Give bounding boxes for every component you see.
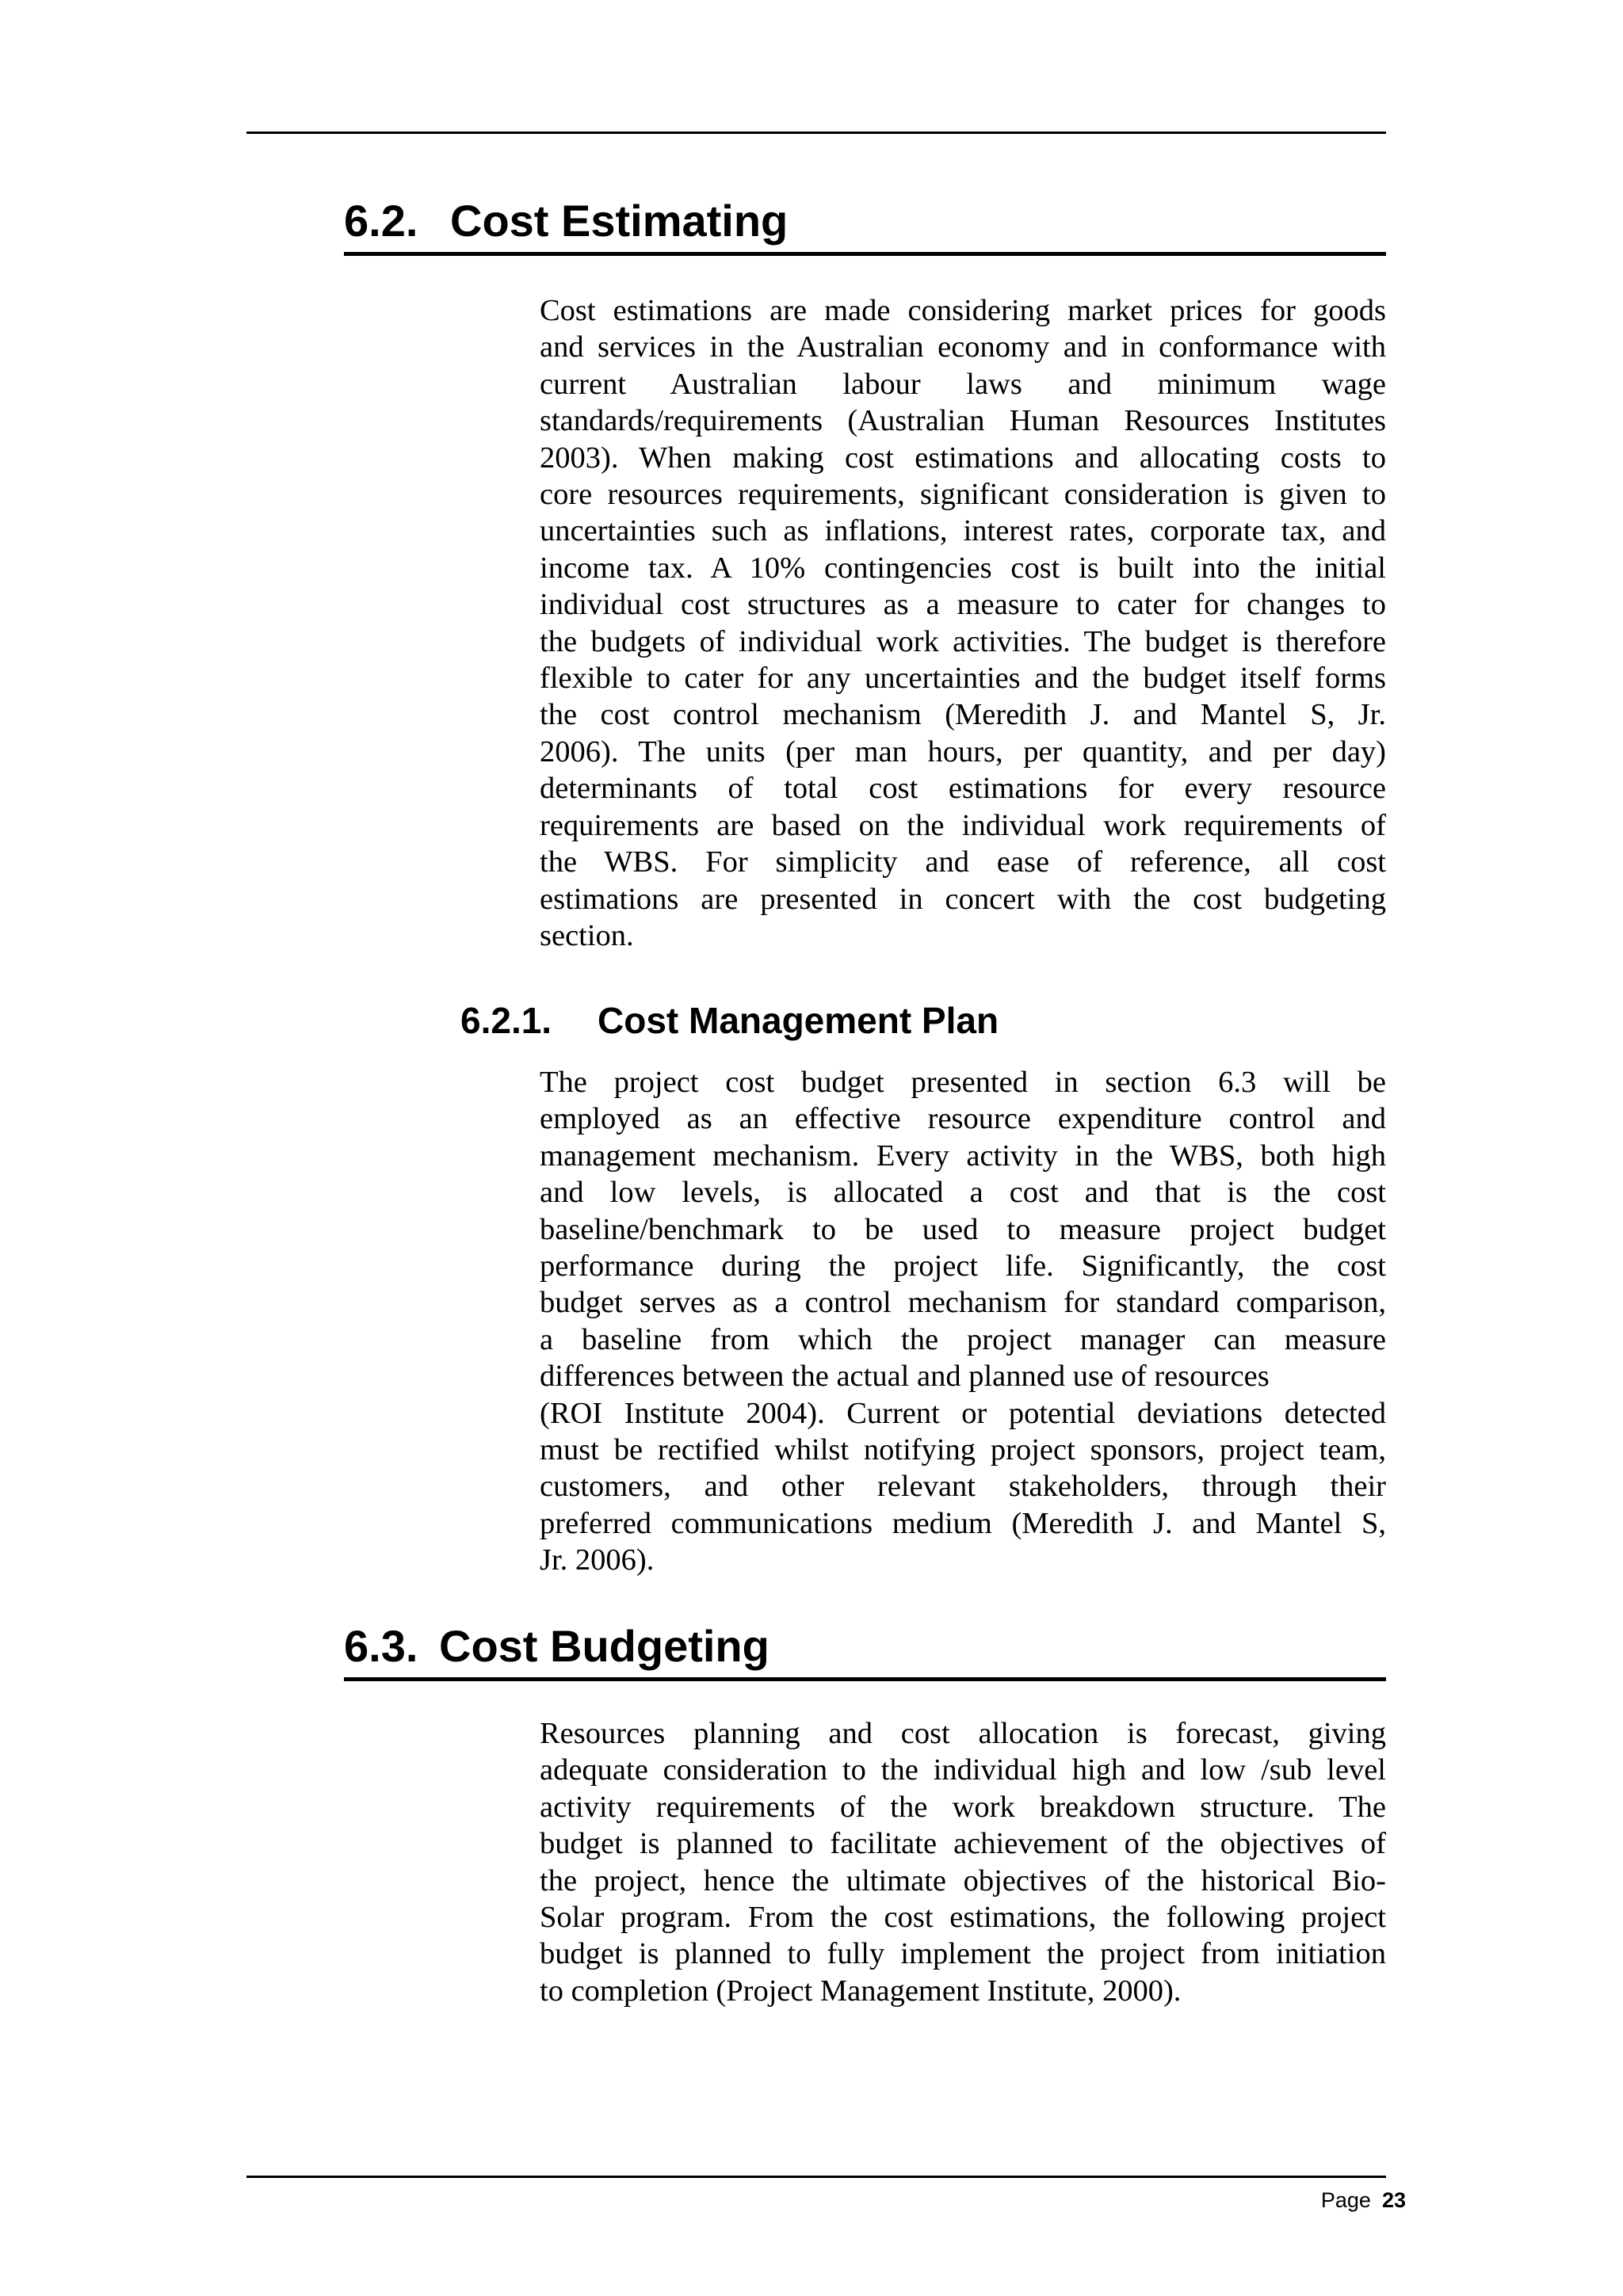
text-line: section. xyxy=(540,918,634,952)
text-line: and low levels, is allocated a cost and that is the cost xyxy=(540,1176,1386,1210)
heading-title: Cost Budgeting xyxy=(439,1621,769,1671)
text-line: the WBS. For simplicity and ease of reference, all cost xyxy=(540,845,1386,879)
text-line: current Australian labour laws and minimum wage xyxy=(540,367,1386,401)
footer-rule xyxy=(246,2176,1386,2178)
text-line: management mechanism. Every activity in the WBS, both high xyxy=(540,1138,1386,1173)
text-line: employed as an effective resource expenditure control and xyxy=(540,1102,1386,1136)
text-line: the budgets of individual work activities. The budget is therefore xyxy=(540,624,1386,658)
text-line: core resources requirements, significant consideration is given to xyxy=(540,478,1386,512)
text-line: The project cost budget presented in section 6.3 will be xyxy=(540,1066,1386,1099)
text-line: performance during the project life. Significantly, the cost xyxy=(540,1249,1386,1283)
text-line: estimations are presented in concert with the cost budgeting xyxy=(540,882,1386,916)
heading-cost-budgeting xyxy=(344,1620,1386,1681)
text-line: 2006). The units (per man hours, per quantity, and per day) xyxy=(540,734,1386,769)
text-line: budget is planned to facilitate achievement of the objectives of xyxy=(540,1827,1386,1861)
text-line: uncertainties such as inflations, interest rates, corporate tax, and xyxy=(540,514,1386,548)
text-line: the project, hence the ultimate objectives of the historical Bio- xyxy=(540,1863,1386,1897)
heading-number: 6.3. xyxy=(344,1621,418,1671)
text-line: preferred communications medium (Meredith J. and Mantel S, xyxy=(540,1506,1386,1540)
heading-title: Cost Management Plan xyxy=(598,1000,999,1041)
text-line: baseline/benchmark to be used to measure project budget xyxy=(540,1212,1386,1246)
heading-cost-estimating xyxy=(344,195,1386,256)
text-line: Solar program. From the cost estimations, the following project xyxy=(540,1901,1386,1935)
text-line: and services in the Australian economy and in conformance with xyxy=(540,330,1386,364)
heading-cost-management-plan xyxy=(460,998,999,1043)
text-line: budget is planned to fully implement the project from initiation xyxy=(540,1937,1386,1971)
page-number: 23 xyxy=(1381,2188,1406,2212)
heading-title: Cost Estimating xyxy=(450,196,789,246)
heading-number: 6.2. xyxy=(344,196,418,246)
text-line: (ROI Institute 2004). Current or potential deviations detected xyxy=(540,1396,1386,1430)
header-rule xyxy=(246,132,1386,134)
text-line: Cost estimations are made considering market prices for goods xyxy=(540,294,1386,327)
text-line: to completion (Project Management Institute, 2000). xyxy=(540,1974,1182,2008)
text-line: requirements are based on the individual work requirements of xyxy=(540,808,1386,842)
text-line: adequate consideration to the individual high and low /sub level xyxy=(540,1753,1386,1787)
text-line: budget serves as a control mechanism for standard comparison, xyxy=(540,1286,1386,1320)
text-line: customers, and other relevant stakeholders, through their xyxy=(540,1470,1386,1504)
paragraph-cost-estimating xyxy=(540,292,1386,954)
page-label: Page xyxy=(1320,2188,1371,2212)
paragraph-cost-budgeting xyxy=(540,1715,1386,2009)
text-line: a baseline from which the project manager can measure xyxy=(540,1322,1386,1356)
paragraph-cost-management-plan xyxy=(540,1064,1386,1579)
heading-number: 6.2.1. xyxy=(460,1000,552,1041)
page-footer xyxy=(1321,2187,1406,2214)
text-line: activity requirements of the work breakdown structure. The xyxy=(540,1790,1386,1824)
text-line: standards/requirements (Australian Human Resources Institutes xyxy=(540,404,1386,438)
text-line: flexible to cater for any uncertainties and the budget itself forms xyxy=(540,662,1386,696)
text-line: determinants of total cost estimations for every resource xyxy=(540,772,1386,806)
text-line: Jr. 2006). xyxy=(540,1543,655,1577)
text-line: must be rectified whilst notifying project sponsors, project team, xyxy=(540,1433,1386,1467)
text-line: income tax. A 10% contingencies cost is built into the initial xyxy=(540,551,1386,585)
text-line: Resources planning and cost allocation is forecast, giving xyxy=(540,1717,1386,1750)
text-line: individual cost structures as a measure to cater for changes to xyxy=(540,588,1386,622)
text-line: 2003). When making cost estimations and allocating costs to xyxy=(540,441,1386,475)
text-line: the cost control mechanism (Meredith J. and Mantel S, Jr. xyxy=(540,698,1386,732)
text-line: differences between the actual and planned use of resources xyxy=(540,1360,1270,1394)
